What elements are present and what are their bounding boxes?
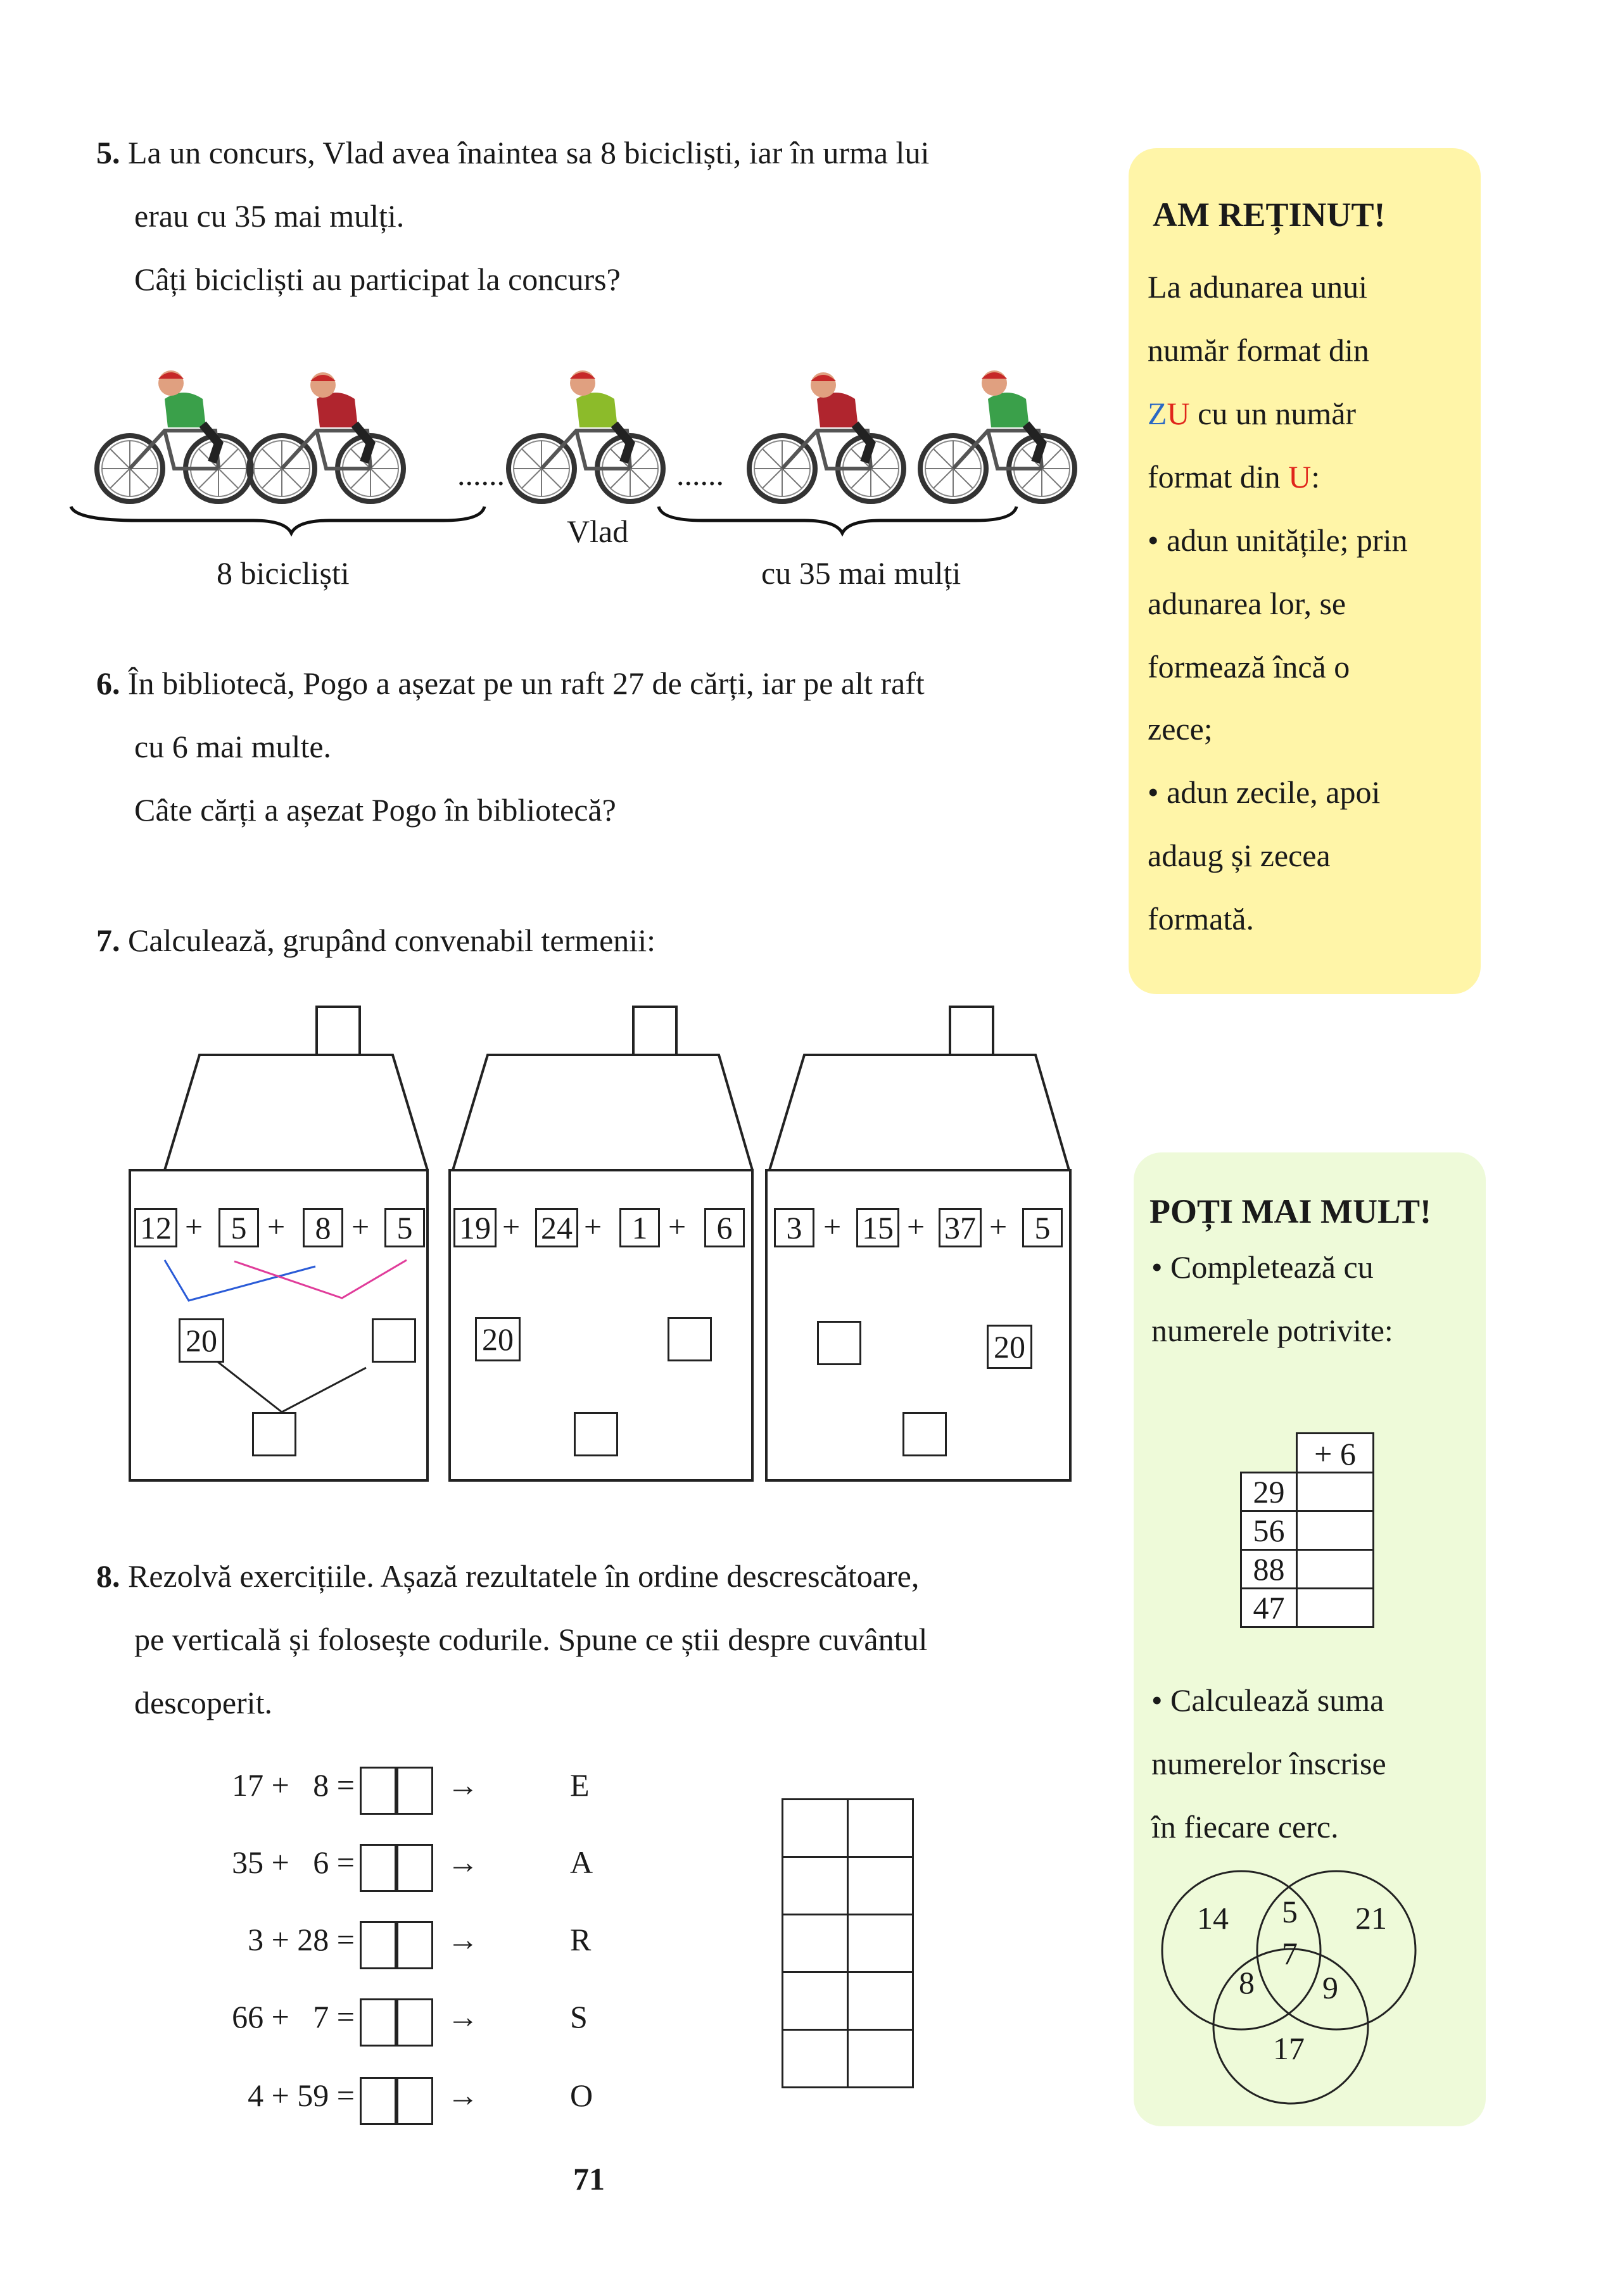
venn-circle-c	[1213, 1949, 1368, 2104]
plus6-answer-3[interactable]	[1296, 1549, 1374, 1589]
venn-a: 14	[1197, 1900, 1229, 1936]
eq-expr-2: 35 + 6 =	[232, 1845, 355, 1880]
plus-sign: +	[351, 1209, 370, 1244]
eq-expr-5: 4 + 59 =	[248, 2078, 355, 2113]
label-vlad: Vlad	[567, 514, 629, 549]
cyclist-4	[749, 372, 904, 501]
page-number: 71	[573, 2161, 605, 2197]
plus6-value-2: 56	[1240, 1510, 1298, 1551]
retinut-line-5: • adun unitățile; prin	[1148, 522, 1408, 558]
retinut-line-8: zece;	[1148, 711, 1213, 747]
plus6-header: + 6	[1296, 1432, 1374, 1473]
venn-ac: 8	[1239, 1965, 1255, 2000]
cyclist-1	[97, 370, 251, 501]
venn-abc: 7	[1282, 1936, 1298, 1971]
h3-term-2: 15	[856, 1208, 899, 1247]
grid-cell[interactable]	[783, 1972, 848, 2030]
h2-term-3: 1	[619, 1208, 660, 1247]
retinut-line-6: adunarea lor, se	[1148, 586, 1346, 621]
h2-term-2: 24	[535, 1208, 578, 1247]
brace-left	[71, 507, 484, 533]
eq-expr-1: 17 + 8 =	[232, 1767, 355, 1803]
ex6-line1: 6. În bibliotecă, Pogo a așezat pe un raft 27 de cărți, iar pe alt raft	[96, 665, 925, 701]
eq-expr-3: 3 + 28 =	[248, 1922, 355, 1957]
arrow-icon: →	[447, 1922, 479, 1957]
grid-cell[interactable]	[848, 2030, 913, 2088]
grid-cell[interactable]	[783, 1857, 848, 1915]
h2-term-1: 19	[453, 1208, 497, 1247]
cyclist-5	[920, 370, 1075, 501]
venn-b: 21	[1355, 1900, 1387, 1936]
venn-bc: 9	[1322, 1970, 1338, 2005]
retinut-line-4: format din U:	[1148, 459, 1320, 495]
eq-1-units[interactable]	[396, 1767, 433, 1815]
retinut-line-9: • adun zecile, apoi	[1148, 774, 1381, 810]
h1-term-3: 8	[303, 1208, 343, 1247]
arrow-icon: →	[447, 1999, 479, 2034]
grid-cell[interactable]	[783, 1915, 848, 1972]
h3-result[interactable]	[902, 1412, 947, 1456]
h2-partial-left[interactable]: 20	[475, 1317, 521, 1361]
plus-sign: +	[584, 1209, 602, 1244]
retinut-line-11: formată.	[1148, 901, 1254, 937]
h3-partial-right[interactable]: 20	[987, 1325, 1032, 1369]
code-letter-3: R	[570, 1922, 592, 1957]
grid-cell[interactable]	[848, 1800, 913, 1857]
plus-sign: +	[185, 1209, 203, 1244]
h1-term-1: 12	[134, 1208, 177, 1247]
h3-term-1: 3	[774, 1208, 814, 1247]
retinut-line-7: formează încă o	[1148, 649, 1350, 684]
plus6-value-4: 47	[1240, 1587, 1298, 1628]
poti-line-5: în fiecare cerc.	[1151, 1809, 1339, 1845]
h1-partial-left[interactable]: 20	[179, 1318, 224, 1363]
plus-sign: +	[907, 1209, 925, 1244]
label-8-cyclists: 8 bicicliști	[217, 555, 350, 591]
h1-partial-right[interactable]	[372, 1318, 416, 1363]
poti-line-2: numerele potrivite:	[1151, 1313, 1393, 1348]
h1-term-4: 5	[384, 1208, 425, 1247]
cyclist-2	[249, 372, 403, 501]
ex5-line1: 5. La un concurs, Vlad avea înaintea sa 8 bicicliști, iar în urma lui	[96, 135, 930, 170]
h3-term-3: 37	[939, 1208, 982, 1247]
plus6-answer-2[interactable]	[1296, 1510, 1374, 1551]
code-letter-1: E	[570, 1767, 590, 1803]
poti-line-1: • Completează cu	[1151, 1249, 1374, 1285]
code-letter-4: S	[570, 1999, 588, 2034]
eq-1-tens[interactable]	[360, 1767, 396, 1815]
cyclist-vlad	[509, 370, 663, 501]
plus6-answer-1[interactable]	[1296, 1472, 1374, 1512]
h2-partial-right[interactable]	[668, 1317, 712, 1361]
grid-cell[interactable]	[783, 1800, 848, 1857]
venn-ab: 5	[1282, 1894, 1298, 1929]
eq-3-units[interactable]	[396, 1921, 433, 1969]
plus-sign: +	[267, 1209, 286, 1244]
code-letter-5: O	[570, 2078, 593, 2113]
retinut-line-1: La adunarea unui	[1148, 269, 1368, 305]
arrow-icon: →	[447, 2078, 479, 2113]
retinut-line-2: număr format din	[1148, 332, 1369, 368]
plus-sign: +	[502, 1209, 521, 1244]
venn-c: 17	[1273, 2031, 1305, 2066]
eq-4-tens[interactable]	[360, 1998, 396, 2047]
label-35-more: cu 35 mai mulți	[761, 555, 961, 591]
ex8-line1: 8. Rezolvă exercițiile. Așază rezultatele în ordine descrescătoare,	[96, 1558, 920, 1594]
eq-5-units[interactable]	[396, 2077, 433, 2125]
plus-sign: +	[668, 1209, 687, 1244]
dots-left: ......	[457, 457, 505, 492]
ex8-line2: pe verticală și folosește codurile. Spune ce știi despre cuvântul	[134, 1622, 928, 1657]
poti-title: POȚI MAI MULT!	[1149, 1192, 1432, 1230]
grid-cell[interactable]	[783, 2030, 848, 2088]
poti-line-3: • Calculează suma	[1151, 1682, 1384, 1718]
ex8-line3: descoperit.	[134, 1685, 272, 1720]
arrow-icon: →	[447, 1767, 479, 1803]
code-letter-2: A	[570, 1845, 593, 1880]
plus6-value-3: 88	[1240, 1549, 1298, 1589]
arrow-icon: →	[447, 1845, 479, 1880]
eq-expr-4: 66 + 7 =	[232, 1999, 355, 2034]
grid-cell[interactable]	[848, 1857, 913, 1915]
brace-right	[659, 507, 1016, 533]
plus6-value-1: 29	[1240, 1472, 1298, 1512]
ex6-line2: cu 6 mai multe.	[134, 729, 332, 764]
plus6-answer-4[interactable]	[1296, 1587, 1374, 1628]
eq-2-tens[interactable]	[360, 1844, 396, 1892]
dots-right: ......	[676, 457, 724, 492]
h1-result[interactable]	[252, 1412, 296, 1456]
am-retinut-title: AM REȚINUT!	[1153, 196, 1386, 234]
black-link	[209, 1355, 366, 1412]
eq-4-units[interactable]	[396, 1998, 433, 2047]
retinut-line-3: ZU cu un număr	[1148, 396, 1357, 431]
h3-partial-left[interactable]	[817, 1321, 861, 1365]
ordering-grid	[782, 1798, 914, 2088]
eq-2-units[interactable]	[396, 1844, 433, 1892]
grid-cell[interactable]	[848, 1972, 913, 2030]
ex7-line: 7. Calculează, grupând convenabil termenii:	[96, 923, 655, 958]
plus-sign: +	[823, 1209, 842, 1244]
h3-term-4: 5	[1022, 1208, 1063, 1247]
pink-link	[234, 1260, 407, 1298]
h1-term-2: 5	[218, 1208, 259, 1247]
ex5-line3: Câți bicicliști au participat la concurs?	[134, 262, 621, 297]
h2-result[interactable]	[574, 1412, 618, 1456]
grid-cell[interactable]	[848, 1915, 913, 1972]
poti-line-4: numerelor înscrise	[1151, 1746, 1386, 1781]
ex6-line3: Câte cărți a așezat Pogo în bibliotecă?	[134, 792, 616, 828]
eq-5-tens[interactable]	[360, 2077, 396, 2125]
plus-sign: +	[989, 1209, 1008, 1244]
retinut-line-10: adaug și zecea	[1148, 838, 1331, 873]
h2-term-4: 6	[704, 1208, 745, 1247]
ex5-line2: erau cu 35 mai mulți.	[134, 198, 405, 234]
eq-3-tens[interactable]	[360, 1921, 396, 1969]
